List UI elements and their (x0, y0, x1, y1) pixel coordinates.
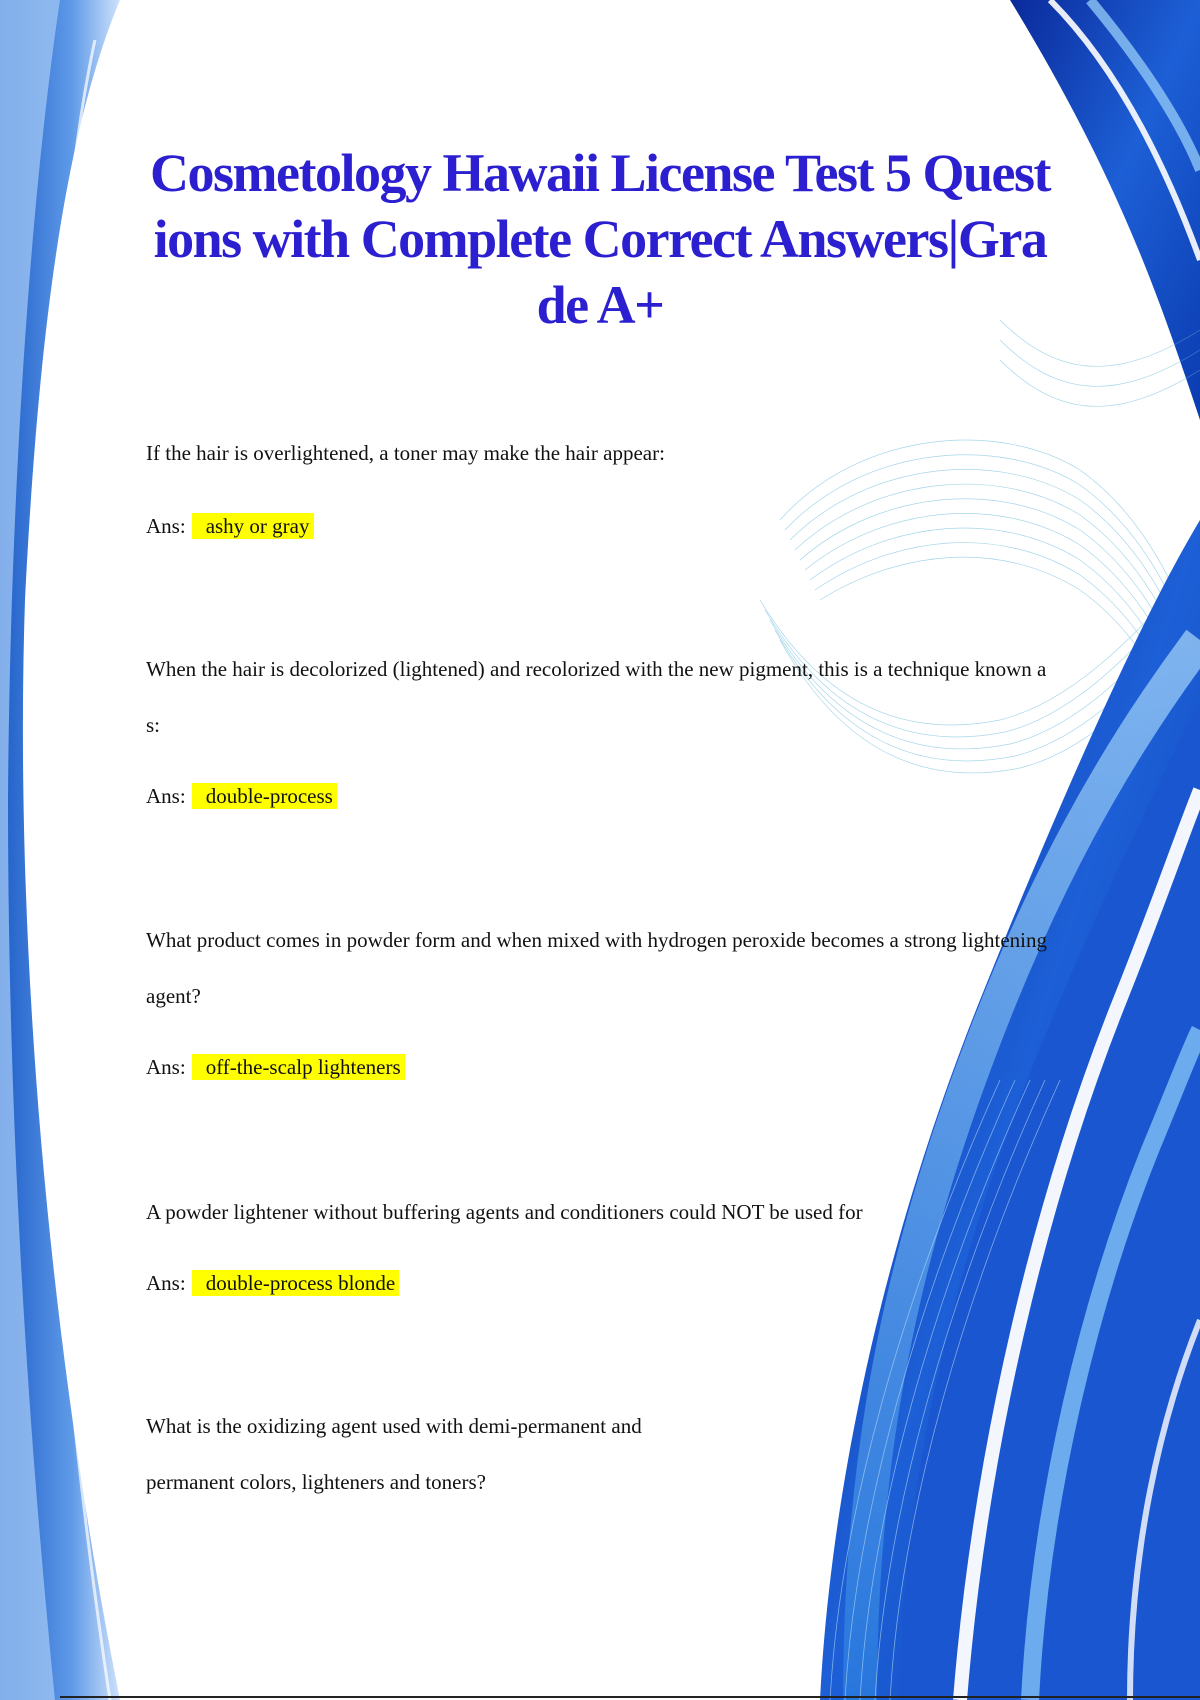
answer-label: Ans: (146, 514, 186, 538)
answer-2-highlight: double-process (192, 783, 337, 809)
question-2: When the hair is decolorized (lightened) and recolorized with the new pigment, this is a technique known as: (146, 657, 1047, 737)
document-title: Cosmetology Hawaii License Test 5 Questions with Complete Correct Answers|Grade A+ (150, 143, 1050, 335)
answer-label: Ans: (146, 1271, 186, 1295)
question-3: What product comes in powder form and when mixed with hydrogen peroxide becomes a strong lightening agent? (146, 928, 1048, 1008)
page-bottom-border (60, 1696, 1200, 1698)
answer-4-highlight: double-process blonde (192, 1270, 400, 1296)
answer-row-2 (146, 781, 337, 811)
answer-3-highlight: off-the-scalp lighteners (192, 1054, 405, 1080)
answer-row-4 (146, 1268, 399, 1298)
answer-label: Ans: (146, 784, 186, 808)
question-5: What is the oxidizing agent used with demi-permanent and permanent colors, lighteners and toners? (146, 1414, 642, 1494)
answer-1-highlight: ashy or gray (192, 513, 314, 539)
answer-row-1 (146, 511, 314, 541)
question-4: A powder lightener without buffering agents and conditioners could NOT be used for (146, 1200, 863, 1224)
answer-label: Ans: (146, 1055, 186, 1079)
question-1: If the hair is overlightened, a toner may make the hair appear: (146, 441, 665, 465)
answer-row-3 (146, 1052, 405, 1082)
